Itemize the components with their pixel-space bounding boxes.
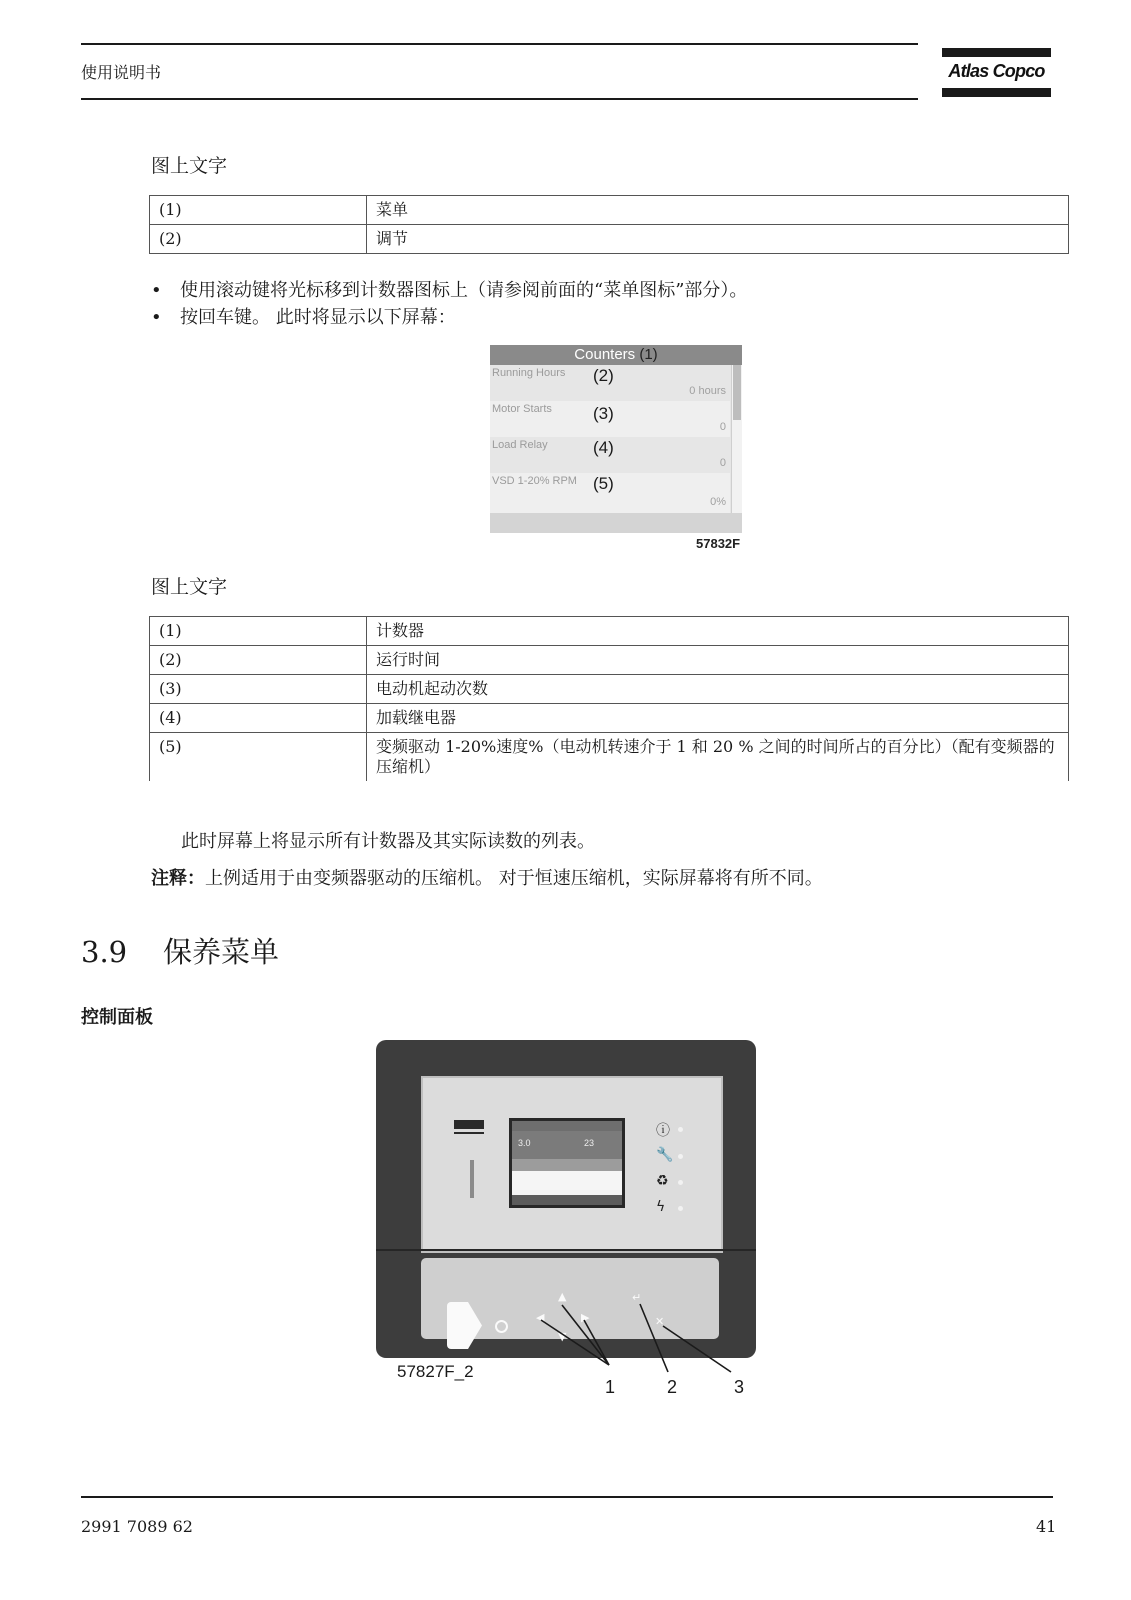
figure-id: 57827F_2 [397,1362,474,1381]
escape-icon[interactable]: ✕ [655,1315,665,1328]
legend-value: 菜单 [367,196,1069,225]
header-bottom-rule [81,98,918,100]
callout-label: (1) [639,346,658,363]
power-icon: ϟ [656,1199,666,1215]
table-row [150,225,1069,254]
doc-number: 2991 7089 62 [81,1517,193,1536]
screen-footer-bar [490,513,742,533]
counters-screen-title [490,345,742,365]
page-number: 41 [1036,1517,1057,1536]
legend-value: 运行时间 [367,646,1069,675]
up-arrow-icon[interactable]: ▲ [558,1290,567,1303]
legend1-table [149,195,1069,254]
counter-label: VSD 1-20% RPM [492,475,577,487]
footer-rule [81,1496,1053,1498]
legend1-caption: 图上文字 [151,155,228,177]
legend-key: (1) [150,196,367,225]
screen-scrollbar [731,365,742,513]
left-arrow-icon[interactable]: ◀ [536,1311,545,1324]
legend-value: 调节 [367,225,1069,254]
body-paragraph: 此时屏幕上将显示所有计数器及其实际读数的列表。 [181,831,595,852]
legend-key: (2) [150,225,367,254]
counter-row [490,473,730,513]
exclamation-circle-icon: ⓘ [656,1123,670,1139]
counter-value: 0 [719,457,726,469]
callout-label: (2) [593,366,614,385]
note-paragraph [151,864,823,890]
legend2-table [149,616,1069,781]
header-title: 使用说明书 [81,63,162,82]
callout-number: 3 [734,1377,745,1397]
display-value: 3.0 [518,1138,531,1148]
counter-row [490,401,730,437]
legend-key: (1) [150,617,367,646]
table-row [150,704,1069,733]
wrench-icon: 🔧 [656,1147,674,1163]
down-arrow-icon[interactable]: ▼ [558,1330,567,1343]
figure-id: 57832F [696,536,741,551]
counter-row [490,437,730,473]
counter-value: 0 [719,421,726,433]
list-item: • 按回车键。 此时将显示以下屏幕： [151,307,456,328]
table-row [150,675,1069,704]
legend-key: (3) [150,675,367,704]
right-arrow-icon[interactable]: ▶ [581,1311,590,1324]
list-item-text: 按回车键。 此时将显示以下屏幕： [180,307,456,328]
callout-label: (5) [593,474,614,493]
counter-label: Motor Starts [492,403,552,415]
legend-key: (2) [150,646,367,675]
brand-logo [942,48,1051,100]
callout-number: 1 [605,1377,616,1397]
logo-text: Atlas Copco [948,61,1045,81]
table-row [150,617,1069,646]
callout-number: 2 [667,1377,678,1397]
counters-screen [490,345,742,533]
logo-bar-bottom [942,88,1051,97]
note-label: 注释： [151,868,205,889]
table-row [150,733,1069,782]
section-number: 3.9 [81,935,128,969]
subsection-heading: 控制面板 [81,1007,153,1028]
scrollbar-thumb [733,365,741,420]
section-title: 保养菜单 [163,935,280,969]
logo-bar-top [942,48,1051,57]
legend-value: 电动机起动次数 [367,675,1069,704]
section-heading [81,930,279,971]
header-top-rule [81,43,918,45]
legend2-caption: 图上文字 [151,576,228,598]
callout-lines [376,1040,756,1380]
legend-key: (4) [150,704,367,733]
display-value: 23 [584,1138,595,1148]
note-text: 上例适用于由变频器驱动的压缩机。 对于恒速压缩机，实际屏幕将有所不同。 [205,868,823,889]
table-row [150,646,1069,675]
counter-value: 0 hours [689,385,726,397]
callout-label: (3) [593,404,614,423]
callout-label: (4) [593,438,614,457]
counter-label: Load Relay [492,439,548,451]
legend-value: 变频驱动 1-20%速度%（电动机转速介于 1 和 20 % 之间的时间所占的百分比）（配有变频器的压缩机） [367,733,1069,782]
counter-value: 0% [710,496,726,508]
enter-icon[interactable]: ↵ [632,1291,642,1304]
table-row [150,196,1069,225]
list-item-text: 使用滚动键将光标移到计数器图标上（请参阅前面的“菜单图标”部分）。 [180,280,748,301]
list-item: • 使用滚动键将光标移到计数器图标上（请参阅前面的“菜单图标”部分）。 [151,280,748,301]
legend-key: (5) [150,733,367,782]
counter-label: Running Hours [492,367,566,379]
counter-row [490,365,730,401]
screen-title-text: Counters [574,346,636,363]
recycle-icon: ♻ [656,1173,669,1189]
legend-value: 加载继电器 [367,704,1069,733]
step-list [151,277,747,331]
legend-value: 计数器 [367,617,1069,646]
